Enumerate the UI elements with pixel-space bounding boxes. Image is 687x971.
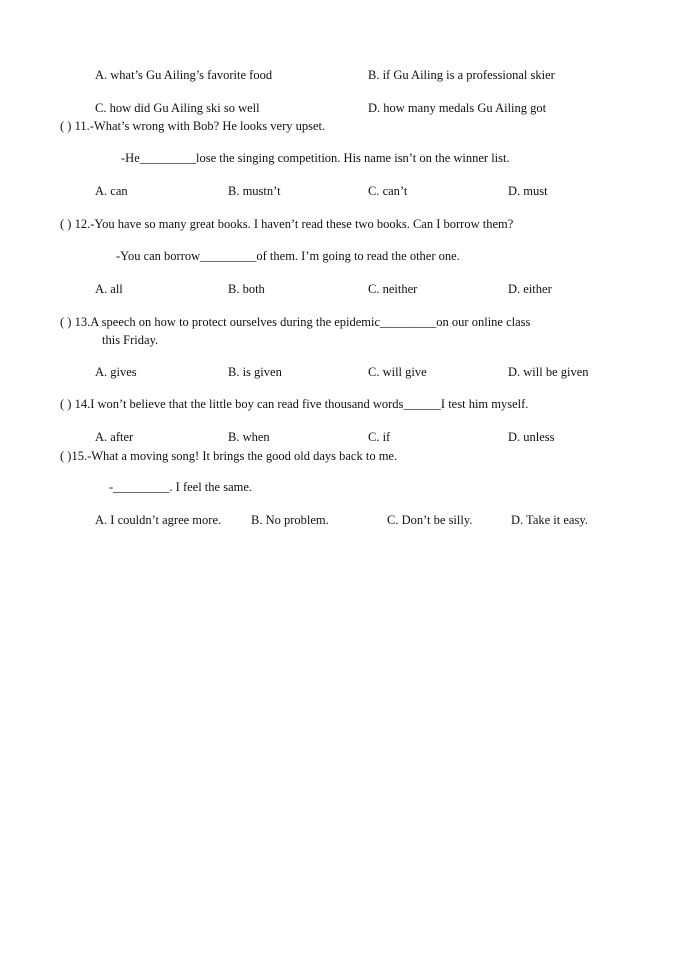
- q12-option-c: C. neither: [368, 282, 418, 296]
- q13-stem-continued: this Friday.: [102, 333, 159, 347]
- q13-option-d: D. will be given: [508, 365, 589, 379]
- q14-option-c: C. if: [368, 430, 391, 444]
- q11-option-c: C. can’t: [368, 184, 408, 198]
- q10-option-d: D. how many medals Gu Ailing got: [368, 101, 547, 115]
- q14-option-b: B. when: [228, 430, 270, 444]
- q10-option-a: A. what’s Gu Ailing’s favorite food: [95, 68, 273, 82]
- q15-option-a: A. I couldn’t agree more.: [95, 513, 222, 527]
- q15-stem: ( )15.-What a moving song! It brings the good old days back to me.: [60, 449, 398, 463]
- q13-option-b: B. is given: [228, 365, 282, 379]
- q14-stem: ( ) 14.I won’t believe that the little boy can read five thousand words______I test him myself.: [60, 397, 529, 411]
- q12-reply: -You can borrow_________of them. I’m going to read the other one.: [116, 249, 460, 263]
- q11-option-d: D. must: [508, 184, 548, 198]
- q13-option-a: A. gives: [95, 365, 137, 379]
- q12-option-b: B. both: [228, 282, 265, 296]
- q15-option-d: D. Take it easy.: [511, 513, 588, 527]
- q15-option-c: C. Don’t be silly.: [387, 513, 473, 527]
- q15-option-b: B. No problem.: [251, 513, 329, 527]
- q11-reply: -He_________lose the singing competition. His name isn’t on the winner list.: [121, 151, 510, 165]
- q12-stem: ( ) 12.-You have so many great books. I haven’t read these two books. Can I borrow them?: [60, 217, 514, 231]
- q12-option-a: A. all: [95, 282, 123, 296]
- q13-stem: ( ) 13.A speech on how to protect ourselves during the epidemic_________on our online class: [60, 315, 531, 329]
- q12-option-d: D. either: [508, 282, 552, 296]
- q11-option-a: A. can: [95, 184, 128, 198]
- q10-option-c: C. how did Gu Ailing ski so well: [95, 101, 260, 115]
- q15-reply: -_________. I feel the same.: [109, 480, 253, 494]
- q14-option-a: A. after: [95, 430, 134, 444]
- q13-option-c: C. will give: [368, 365, 427, 379]
- q14-option-d: D. unless: [508, 430, 555, 444]
- q10-option-b: B. if Gu Ailing is a professional skier: [368, 68, 555, 82]
- q11-option-b: B. mustn’t: [228, 184, 281, 198]
- q11-stem: ( ) 11.-What’s wrong with Bob? He looks very upset.: [60, 119, 326, 133]
